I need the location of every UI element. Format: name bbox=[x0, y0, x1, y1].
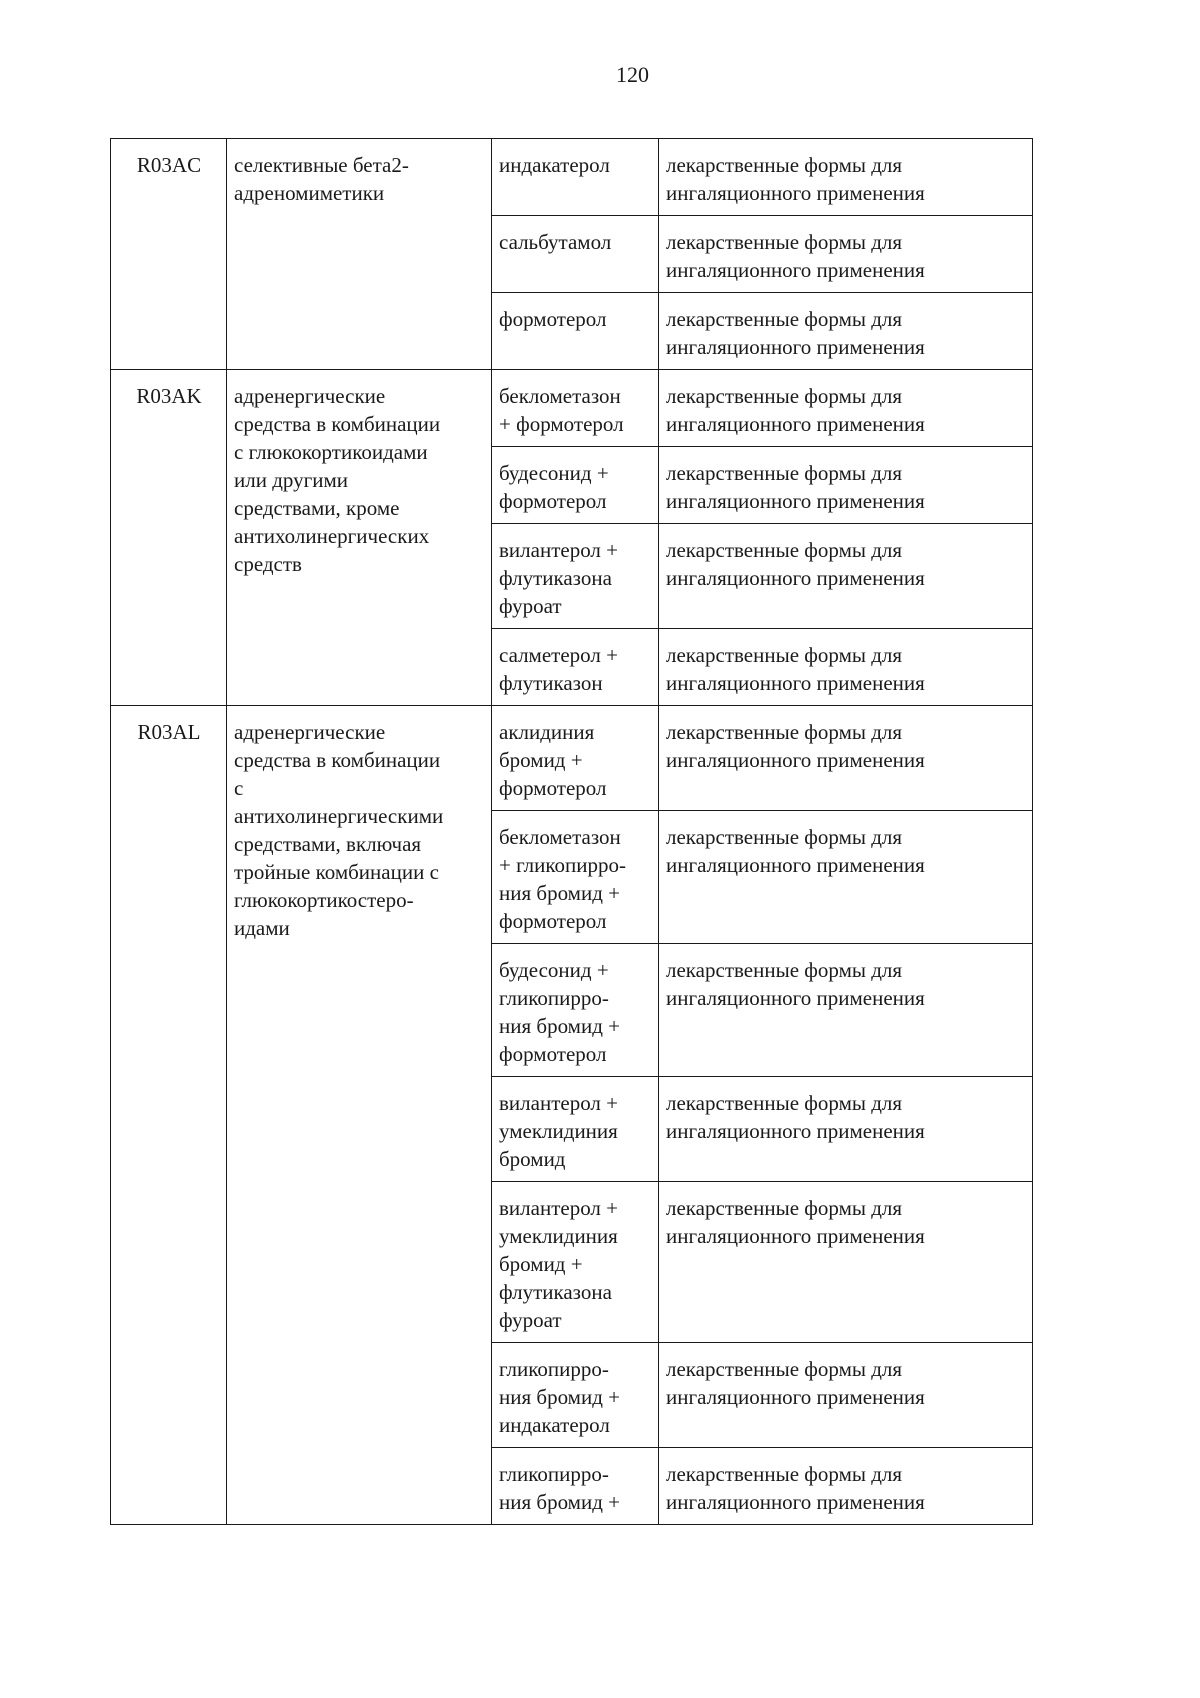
pharmacological-group-cell: селективные бета2- адреномиметики bbox=[227, 139, 492, 370]
dosage-form-cell: лекарственные формы для ингаляционного применения bbox=[659, 447, 1033, 524]
drug-name-cell: гликопирро- ния бромид + индакатерол bbox=[492, 1343, 659, 1448]
table-row bbox=[111, 370, 1033, 447]
drug-classification-table bbox=[110, 138, 1033, 1525]
dosage-form-cell: лекарственные формы для ингаляционного применения bbox=[659, 944, 1033, 1077]
drug-name-cell: беклометазон + формотерол bbox=[492, 370, 659, 447]
drug-name-cell: будесонид + формотерол bbox=[492, 447, 659, 524]
drug-name-cell: гликопирро- ния бромид + bbox=[492, 1448, 659, 1525]
pharmacological-group-cell: адренергические средства в комбинации с глюкокортикоидами или другими средствами, кроме антихолинергических средств bbox=[227, 370, 492, 706]
drug-name-cell: аклидиния бромид + формотерол bbox=[492, 706, 659, 811]
atc-code-cell: R03AK bbox=[111, 370, 227, 706]
drug-name-cell: сальбутамол bbox=[492, 216, 659, 293]
page-number: 120 bbox=[616, 62, 649, 87]
dosage-form-cell: лекарственные формы для ингаляционного применения bbox=[659, 1182, 1033, 1343]
dosage-form-cell: лекарственные формы для ингаляционного применения bbox=[659, 293, 1033, 370]
dosage-form-cell: лекарственные формы для ингаляционного применения bbox=[659, 524, 1033, 629]
atc-code-cell: R03AC bbox=[111, 139, 227, 370]
dosage-form-cell: лекарственные формы для ингаляционного применения bbox=[659, 1343, 1033, 1448]
drug-name-cell: беклометазон + гликопирро- ния бромид + формотерол bbox=[492, 811, 659, 944]
dosage-form-cell: лекарственные формы для ингаляционного применения bbox=[659, 370, 1033, 447]
dosage-form-cell: лекарственные формы для ингаляционного применения bbox=[659, 216, 1033, 293]
dosage-form-cell: лекарственные формы для ингаляционного применения bbox=[659, 629, 1033, 706]
drug-name-cell: будесонид + гликопирро- ния бромид + формотерол bbox=[492, 944, 659, 1077]
drug-name-cell: формотерол bbox=[492, 293, 659, 370]
drug-name-cell: индакатерол bbox=[492, 139, 659, 216]
dosage-form-cell: лекарственные формы для ингаляционного применения bbox=[659, 1448, 1033, 1525]
dosage-form-cell: лекарственные формы для ингаляционного применения bbox=[659, 706, 1033, 811]
dosage-form-cell: лекарственные формы для ингаляционного применения bbox=[659, 1077, 1033, 1182]
drug-name-cell: вилантерол + флутиказона фуроат bbox=[492, 524, 659, 629]
drug-name-cell: вилантерол + умеклидиния бромид bbox=[492, 1077, 659, 1182]
pharmacological-group-cell: адренергические средства в комбинации с антихолинергическими средствами, включая тройные комбинации с глюкокортикостеро- идами bbox=[227, 706, 492, 1525]
dosage-form-cell: лекарственные формы для ингаляционного применения bbox=[659, 811, 1033, 944]
dosage-form-cell: лекарственные формы для ингаляционного применения bbox=[659, 139, 1033, 216]
drug-name-cell: вилантерол + умеклидиния бромид + флутиказона фуроат bbox=[492, 1182, 659, 1343]
table-row bbox=[111, 706, 1033, 811]
drug-name-cell: салметерол + флутиказон bbox=[492, 629, 659, 706]
atc-code-cell: R03AL bbox=[111, 706, 227, 1525]
table-row bbox=[111, 139, 1033, 216]
